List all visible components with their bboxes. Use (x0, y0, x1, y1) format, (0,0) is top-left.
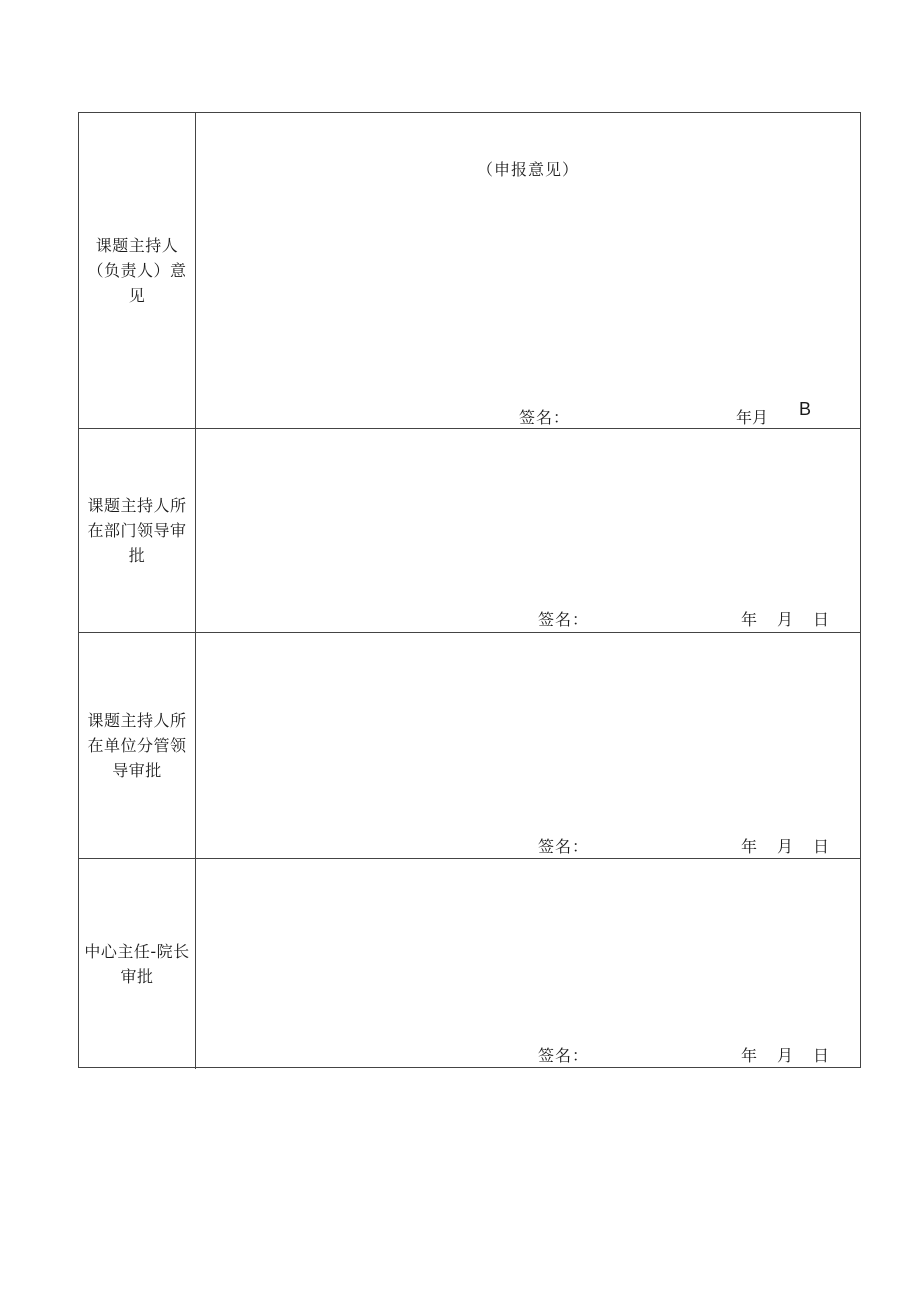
row-label: 课题主持人（负责人）意见 (87, 236, 187, 305)
approval-input-area[interactable] (196, 859, 860, 1069)
row-unit-leader-approval (79, 633, 860, 859)
date-month: 月 (777, 837, 794, 856)
row-department-approval (79, 429, 860, 633)
row-label: 课题主持人所在部门领导审批 (87, 496, 187, 565)
row-host-opinion (79, 113, 860, 429)
declaration-note: （申报意见） (476, 160, 579, 179)
approval-input-area[interactable] (196, 429, 860, 632)
approval-form-table (78, 112, 861, 1068)
date-month: 月 (777, 610, 794, 629)
row-label-cell (79, 429, 196, 632)
row-label: 中心主任-院长审批 (84, 942, 190, 986)
date-year: 年 (741, 610, 758, 629)
signature-label: 签名： (538, 1046, 590, 1065)
signature-label: 签名： (538, 837, 590, 856)
approval-input-area[interactable] (196, 633, 860, 858)
date-year: 年 (741, 1046, 758, 1065)
signature-label: 签名： (538, 610, 590, 629)
row-label-cell (79, 633, 196, 858)
row-label-cell (79, 859, 196, 1069)
row-label-cell (79, 113, 196, 428)
date-year: 年 (741, 837, 758, 856)
opinion-input-area[interactable] (196, 113, 860, 428)
row-label: 课题主持人所在单位分管领导审批 (87, 711, 187, 780)
date-month: 月 (777, 1046, 794, 1065)
date-day: 日 (813, 610, 830, 629)
row-director-approval (79, 859, 860, 1069)
signature-label: 签名： (519, 408, 571, 427)
date-day: 日 (813, 837, 830, 856)
date-day-mark: B (799, 399, 812, 419)
date-day: 日 (813, 1046, 830, 1065)
date-year-month: 年月 (736, 408, 769, 427)
